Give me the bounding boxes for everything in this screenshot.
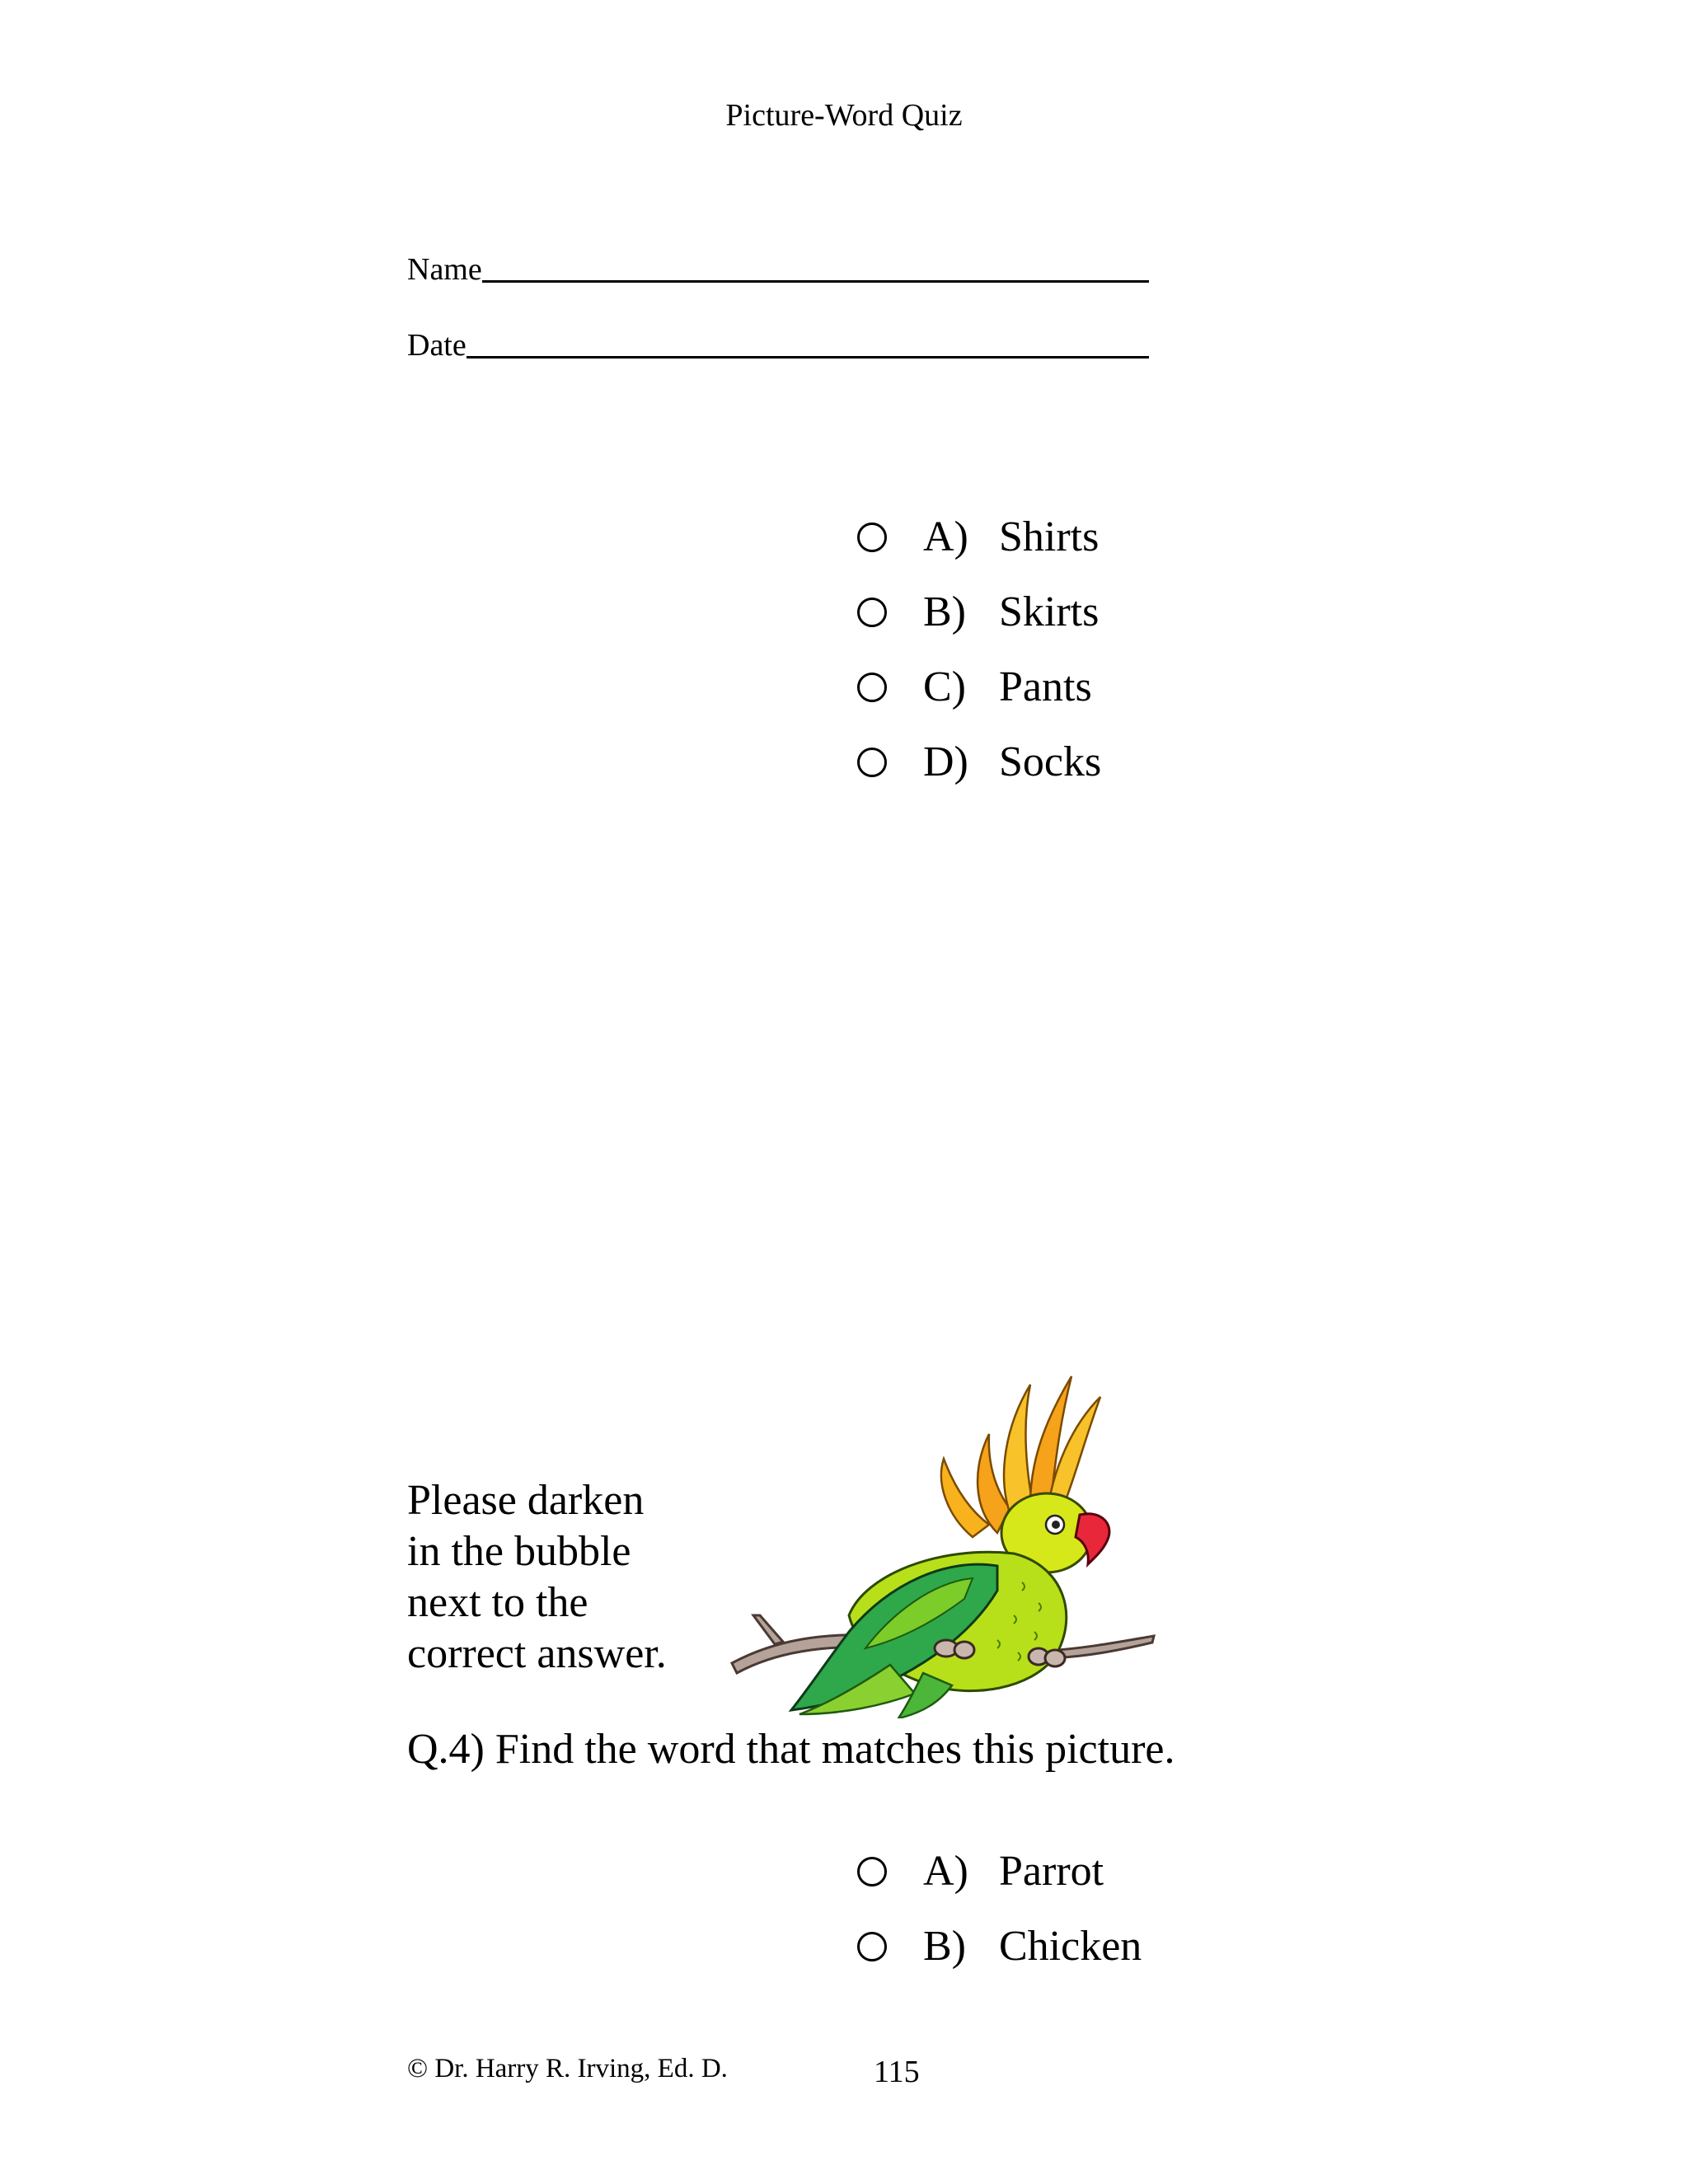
option-letter: B): [923, 1923, 966, 1970]
option-letter: C): [923, 663, 966, 710]
question-prompt: Q.4) Find the word that matches this picture.: [407, 1726, 1175, 1773]
option-letter: A): [923, 513, 968, 560]
date-label: Date: [407, 328, 467, 363]
page-number: 115: [874, 2055, 920, 2089]
name-underline[interactable]: [482, 280, 1149, 283]
parrot-illustration-icon: [725, 1368, 1162, 1718]
option-letter: A): [923, 1848, 968, 1895]
name-field[interactable]: [407, 251, 1149, 288]
option-letter: D): [923, 738, 968, 785]
option-text: Shirts: [999, 513, 1100, 560]
answer-bubble[interactable]: [857, 1932, 887, 1961]
q4-option-b[interactable]: [857, 1909, 1142, 1984]
date-underline[interactable]: [467, 356, 1149, 359]
option-letter: B): [923, 588, 966, 635]
instruction-line: next to the: [407, 1579, 588, 1626]
instruction-line: Please darken: [407, 1477, 645, 1524]
option-text: Socks: [999, 738, 1102, 785]
date-field[interactable]: [407, 327, 1149, 363]
q3-option-d[interactable]: [857, 724, 1101, 799]
copyright-text: © Dr. Harry R. Irving, Ed. D.: [407, 2054, 728, 2083]
answer-bubble[interactable]: [857, 673, 887, 702]
answer-bubble[interactable]: [857, 523, 887, 552]
name-label: Name: [407, 252, 482, 287]
q3-option-b[interactable]: [857, 574, 1101, 649]
q3-option-a[interactable]: [857, 499, 1101, 574]
instruction-text: [407, 1475, 667, 1680]
option-text: Parrot: [999, 1848, 1104, 1895]
q3-option-c[interactable]: [857, 649, 1101, 724]
option-text: Chicken: [999, 1923, 1142, 1970]
q4-options: [857, 1834, 1142, 1984]
option-text: Skirts: [999, 588, 1100, 635]
instruction-line: in the bubble: [407, 1528, 631, 1575]
q4-option-a[interactable]: [857, 1834, 1142, 1909]
q3-options: [857, 499, 1101, 799]
answer-bubble[interactable]: [857, 598, 887, 627]
answer-bubble[interactable]: [857, 1857, 887, 1886]
instruction-line: correct answer.: [407, 1630, 667, 1677]
page-title: Picture-Word Quiz: [725, 98, 963, 133]
option-text: Pants: [999, 663, 1092, 710]
answer-bubble[interactable]: [857, 748, 887, 777]
